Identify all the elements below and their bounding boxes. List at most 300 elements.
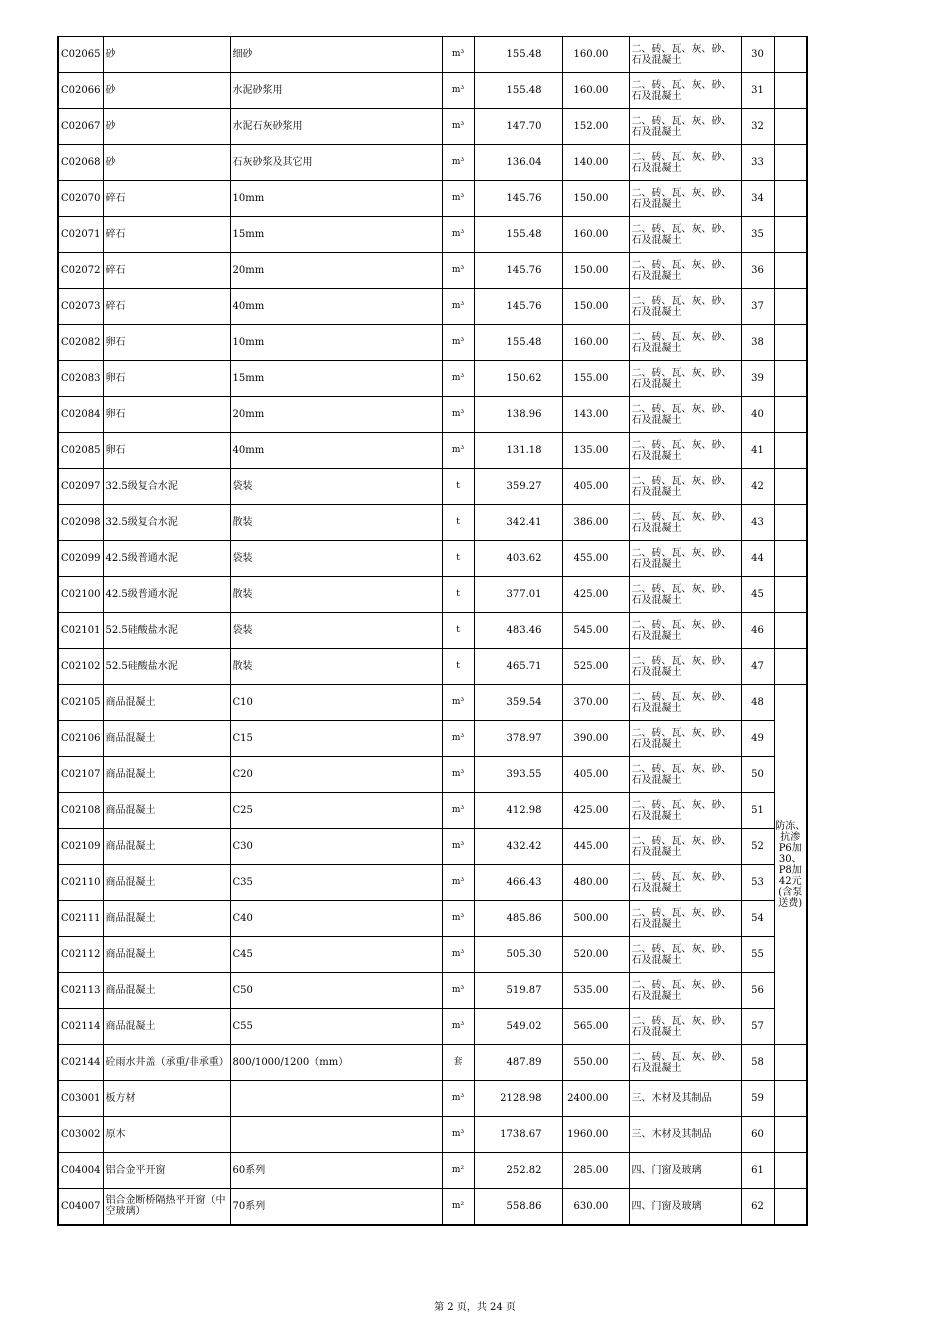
code-cell: C02066 bbox=[58, 73, 103, 109]
table-row bbox=[58, 73, 807, 109]
spec-cell: C20 bbox=[230, 757, 442, 793]
price-excl-tax-cell: 138.96 bbox=[474, 397, 562, 433]
unit-cell: t bbox=[442, 577, 474, 613]
seq-number-cell: 36 bbox=[741, 253, 774, 289]
seq-number-cell: 47 bbox=[741, 649, 774, 685]
material-name-cell: 碎石 bbox=[103, 217, 230, 253]
note-cell bbox=[774, 289, 807, 325]
code-cell: C02071 bbox=[58, 217, 103, 253]
code-cell: C02106 bbox=[58, 721, 103, 757]
table-row bbox=[58, 37, 807, 73]
price-incl-tax-cell: 545.00 bbox=[562, 613, 629, 649]
table-row bbox=[58, 397, 807, 433]
unit-cell: m³ bbox=[442, 829, 474, 865]
category-cell: 二、砖、瓦、灰、砂、石及混凝土 bbox=[629, 469, 741, 505]
spec-cell: C10 bbox=[230, 685, 442, 721]
concrete-note-cell: 防冻、抗渗P6加30、P8加42元(含泵送费) bbox=[774, 685, 807, 1045]
material-name-cell: 砂 bbox=[103, 109, 230, 145]
table-row bbox=[58, 721, 807, 757]
price-excl-tax-cell: 342.41 bbox=[474, 505, 562, 541]
note-cell bbox=[774, 73, 807, 109]
spec-cell bbox=[230, 1117, 442, 1153]
seq-number-cell: 46 bbox=[741, 613, 774, 649]
unit-cell: 套 bbox=[442, 1045, 474, 1081]
seq-number-cell: 42 bbox=[741, 469, 774, 505]
table-row bbox=[58, 181, 807, 217]
material-name-cell: 卵石 bbox=[103, 433, 230, 469]
spec-cell: 15mm bbox=[230, 217, 442, 253]
unit-cell: m³ bbox=[442, 109, 474, 145]
price-incl-tax-cell: 140.00 bbox=[562, 145, 629, 181]
table-row bbox=[58, 361, 807, 397]
seq-number-cell: 39 bbox=[741, 361, 774, 397]
category-cell: 二、砖、瓦、灰、砂、石及混凝土 bbox=[629, 937, 741, 973]
note-cell bbox=[774, 1117, 807, 1153]
unit-cell: m³ bbox=[442, 145, 474, 181]
seq-number-cell: 57 bbox=[741, 1009, 774, 1045]
material-name-cell: 商品混凝土 bbox=[103, 973, 230, 1009]
seq-number-cell: 53 bbox=[741, 865, 774, 901]
spec-cell: C15 bbox=[230, 721, 442, 757]
note-cell bbox=[774, 253, 807, 289]
spec-cell: C35 bbox=[230, 865, 442, 901]
unit-cell: m³ bbox=[442, 757, 474, 793]
price-incl-tax-cell: 2400.00 bbox=[562, 1081, 629, 1117]
price-incl-tax-cell: 565.00 bbox=[562, 1009, 629, 1045]
note-cell bbox=[774, 397, 807, 433]
unit-cell: t bbox=[442, 541, 474, 577]
category-cell: 二、砖、瓦、灰、砂、石及混凝土 bbox=[629, 289, 741, 325]
price-incl-tax-cell: 285.00 bbox=[562, 1153, 629, 1189]
material-name-cell: 商品混凝土 bbox=[103, 757, 230, 793]
note-cell bbox=[774, 109, 807, 145]
price-incl-tax-cell: 630.00 bbox=[562, 1189, 629, 1225]
unit-cell: m³ bbox=[442, 793, 474, 829]
spec-cell bbox=[230, 1081, 442, 1117]
seq-number-cell: 49 bbox=[741, 721, 774, 757]
category-cell: 二、砖、瓦、灰、砂、石及混凝土 bbox=[629, 433, 741, 469]
table-row bbox=[58, 757, 807, 793]
price-excl-tax-cell: 145.76 bbox=[474, 253, 562, 289]
seq-number-cell: 58 bbox=[741, 1045, 774, 1081]
unit-cell: m³ bbox=[442, 289, 474, 325]
price-incl-tax-cell: 160.00 bbox=[562, 37, 629, 73]
unit-cell: m³ bbox=[442, 397, 474, 433]
table-body bbox=[58, 37, 807, 1225]
material-name-cell: 32.5级复合水泥 bbox=[103, 469, 230, 505]
category-cell: 二、砖、瓦、灰、砂、石及混凝土 bbox=[629, 217, 741, 253]
spec-cell: 细砂 bbox=[230, 37, 442, 73]
category-cell: 二、砖、瓦、灰、砂、石及混凝土 bbox=[629, 181, 741, 217]
category-cell: 四、门窗及玻璃 bbox=[629, 1153, 741, 1189]
note-cell bbox=[774, 1081, 807, 1117]
code-cell: C02113 bbox=[58, 973, 103, 1009]
material-name-cell: 铝合金断桥隔热平开窗（中空玻璃） bbox=[103, 1189, 230, 1225]
price-incl-tax-cell: 520.00 bbox=[562, 937, 629, 973]
price-incl-tax-cell: 135.00 bbox=[562, 433, 629, 469]
spec-cell: C30 bbox=[230, 829, 442, 865]
seq-number-cell: 60 bbox=[741, 1117, 774, 1153]
unit-cell: m³ bbox=[442, 217, 474, 253]
table-row bbox=[58, 1045, 807, 1081]
price-incl-tax-cell: 525.00 bbox=[562, 649, 629, 685]
code-cell: C02144 bbox=[58, 1045, 103, 1081]
table-row bbox=[58, 937, 807, 973]
seq-number-cell: 44 bbox=[741, 541, 774, 577]
table-row bbox=[58, 1081, 807, 1117]
code-cell: C02107 bbox=[58, 757, 103, 793]
price-incl-tax-cell: 550.00 bbox=[562, 1045, 629, 1081]
seq-number-cell: 50 bbox=[741, 757, 774, 793]
material-name-cell: 52.5硅酸盐水泥 bbox=[103, 649, 230, 685]
table-row bbox=[58, 865, 807, 901]
note-cell bbox=[774, 325, 807, 361]
price-excl-tax-cell: 487.89 bbox=[474, 1045, 562, 1081]
price-incl-tax-cell: 425.00 bbox=[562, 793, 629, 829]
category-cell: 二、砖、瓦、灰、砂、石及混凝土 bbox=[629, 901, 741, 937]
seq-number-cell: 54 bbox=[741, 901, 774, 937]
material-name-cell: 商品混凝土 bbox=[103, 721, 230, 757]
category-cell: 二、砖、瓦、灰、砂、石及混凝土 bbox=[629, 37, 741, 73]
unit-cell: m³ bbox=[442, 937, 474, 973]
price-incl-tax-cell: 405.00 bbox=[562, 469, 629, 505]
table-row bbox=[58, 469, 807, 505]
unit-cell: m³ bbox=[442, 73, 474, 109]
code-cell: C04004 bbox=[58, 1153, 103, 1189]
material-name-cell: 商品混凝土 bbox=[103, 793, 230, 829]
seq-number-cell: 43 bbox=[741, 505, 774, 541]
category-cell: 二、砖、瓦、灰、砂、石及混凝土 bbox=[629, 865, 741, 901]
code-cell: C02065 bbox=[58, 37, 103, 73]
table-row bbox=[58, 145, 807, 181]
code-cell: C02085 bbox=[58, 433, 103, 469]
price-excl-tax-cell: 483.46 bbox=[474, 613, 562, 649]
code-cell: C02109 bbox=[58, 829, 103, 865]
unit-cell: m³ bbox=[442, 685, 474, 721]
unit-cell: m³ bbox=[442, 1117, 474, 1153]
table-row bbox=[58, 217, 807, 253]
note-cell bbox=[774, 217, 807, 253]
category-cell: 二、砖、瓦、灰、砂、石及混凝土 bbox=[629, 109, 741, 145]
price-excl-tax-cell: 150.62 bbox=[474, 361, 562, 397]
code-cell: C02072 bbox=[58, 253, 103, 289]
code-cell: C02105 bbox=[58, 685, 103, 721]
note-cell bbox=[774, 1153, 807, 1189]
seq-number-cell: 55 bbox=[741, 937, 774, 973]
category-cell: 二、砖、瓦、灰、砂、石及混凝土 bbox=[629, 829, 741, 865]
material-name-cell: 卵石 bbox=[103, 397, 230, 433]
material-name-cell: 原木 bbox=[103, 1117, 230, 1153]
material-name-cell: 砂 bbox=[103, 145, 230, 181]
spec-cell: 20mm bbox=[230, 253, 442, 289]
material-name-cell: 卵石 bbox=[103, 325, 230, 361]
price-incl-tax-cell: 425.00 bbox=[562, 577, 629, 613]
price-excl-tax-cell: 519.87 bbox=[474, 973, 562, 1009]
table-row bbox=[58, 1117, 807, 1153]
price-excl-tax-cell: 466.43 bbox=[474, 865, 562, 901]
unit-cell: m³ bbox=[442, 973, 474, 1009]
material-name-cell: 商品混凝土 bbox=[103, 1009, 230, 1045]
spec-cell: 40mm bbox=[230, 433, 442, 469]
spec-cell: C45 bbox=[230, 937, 442, 973]
price-incl-tax-cell: 150.00 bbox=[562, 253, 629, 289]
price-excl-tax-cell: 558.86 bbox=[474, 1189, 562, 1225]
price-excl-tax-cell: 549.02 bbox=[474, 1009, 562, 1045]
category-cell: 二、砖、瓦、灰、砂、石及混凝土 bbox=[629, 325, 741, 361]
price-excl-tax-cell: 131.18 bbox=[474, 433, 562, 469]
price-excl-tax-cell: 145.76 bbox=[474, 181, 562, 217]
code-cell: C02067 bbox=[58, 109, 103, 145]
spec-cell: 石灰砂浆及其它用 bbox=[230, 145, 442, 181]
price-excl-tax-cell: 147.70 bbox=[474, 109, 562, 145]
price-incl-tax-cell: 370.00 bbox=[562, 685, 629, 721]
price-incl-tax-cell: 150.00 bbox=[562, 181, 629, 217]
spec-cell: 70系列 bbox=[230, 1189, 442, 1225]
spec-cell: 散装 bbox=[230, 577, 442, 613]
spec-cell: 散装 bbox=[230, 649, 442, 685]
price-incl-tax-cell: 160.00 bbox=[562, 73, 629, 109]
category-cell: 二、砖、瓦、灰、砂、石及混凝土 bbox=[629, 1045, 741, 1081]
price-incl-tax-cell: 1960.00 bbox=[562, 1117, 629, 1153]
spec-cell: 袋装 bbox=[230, 469, 442, 505]
seq-number-cell: 35 bbox=[741, 217, 774, 253]
seq-number-cell: 40 bbox=[741, 397, 774, 433]
spec-cell: 10mm bbox=[230, 325, 442, 361]
unit-cell: m³ bbox=[442, 325, 474, 361]
material-name-cell: 42.5级普通水泥 bbox=[103, 541, 230, 577]
price-incl-tax-cell: 445.00 bbox=[562, 829, 629, 865]
material-name-cell: 商品混凝土 bbox=[103, 901, 230, 937]
code-cell: C02101 bbox=[58, 613, 103, 649]
unit-cell: m² bbox=[442, 1153, 474, 1189]
code-cell: C03001 bbox=[58, 1081, 103, 1117]
note-cell bbox=[774, 181, 807, 217]
table-row bbox=[58, 685, 807, 721]
seq-number-cell: 52 bbox=[741, 829, 774, 865]
category-cell: 三、木材及其制品 bbox=[629, 1117, 741, 1153]
page-footer: 第 2 页，共 24 页 bbox=[434, 1302, 516, 1313]
seq-number-cell: 32 bbox=[741, 109, 774, 145]
table-row bbox=[58, 973, 807, 1009]
unit-cell: m³ bbox=[442, 253, 474, 289]
seq-number-cell: 33 bbox=[741, 145, 774, 181]
note-cell bbox=[774, 1045, 807, 1081]
category-cell: 二、砖、瓦、灰、砂、石及混凝土 bbox=[629, 541, 741, 577]
note-cell bbox=[774, 145, 807, 181]
material-name-cell: 碎石 bbox=[103, 289, 230, 325]
price-excl-tax-cell: 155.48 bbox=[474, 217, 562, 253]
seq-number-cell: 31 bbox=[741, 73, 774, 109]
code-cell: C02070 bbox=[58, 181, 103, 217]
price-incl-tax-cell: 386.00 bbox=[562, 505, 629, 541]
spec-cell: 20mm bbox=[230, 397, 442, 433]
code-cell: C02110 bbox=[58, 865, 103, 901]
material-name-cell: 商品混凝土 bbox=[103, 685, 230, 721]
table-row bbox=[58, 541, 807, 577]
seq-number-cell: 38 bbox=[741, 325, 774, 361]
table-row bbox=[58, 613, 807, 649]
unit-cell: t bbox=[442, 649, 474, 685]
unit-cell: t bbox=[442, 613, 474, 649]
price-excl-tax-cell: 377.01 bbox=[474, 577, 562, 613]
category-cell: 二、砖、瓦、灰、砂、石及混凝土 bbox=[629, 685, 741, 721]
spec-cell: 10mm bbox=[230, 181, 442, 217]
note-cell bbox=[774, 577, 807, 613]
material-name-cell: 砂 bbox=[103, 73, 230, 109]
note-cell bbox=[774, 649, 807, 685]
category-cell: 二、砖、瓦、灰、砂、石及混凝土 bbox=[629, 577, 741, 613]
price-incl-tax-cell: 160.00 bbox=[562, 217, 629, 253]
material-name-cell: 卵石 bbox=[103, 361, 230, 397]
category-cell: 二、砖、瓦、灰、砂、石及混凝土 bbox=[629, 613, 741, 649]
table-row bbox=[58, 649, 807, 685]
price-incl-tax-cell: 160.00 bbox=[562, 325, 629, 361]
code-cell: C04007 bbox=[58, 1189, 103, 1225]
unit-cell: m³ bbox=[442, 1009, 474, 1045]
spec-cell: C25 bbox=[230, 793, 442, 829]
spec-cell: 水泥砂浆用 bbox=[230, 73, 442, 109]
code-cell: C02084 bbox=[58, 397, 103, 433]
seq-number-cell: 30 bbox=[741, 37, 774, 73]
price-excl-tax-cell: 412.98 bbox=[474, 793, 562, 829]
price-excl-tax-cell: 505.30 bbox=[474, 937, 562, 973]
category-cell: 二、砖、瓦、灰、砂、石及混凝土 bbox=[629, 73, 741, 109]
spec-cell: 水泥石灰砂浆用 bbox=[230, 109, 442, 145]
category-cell: 三、木材及其制品 bbox=[629, 1081, 741, 1117]
code-cell: C02082 bbox=[58, 325, 103, 361]
seq-number-cell: 37 bbox=[741, 289, 774, 325]
category-cell: 二、砖、瓦、灰、砂、石及混凝土 bbox=[629, 649, 741, 685]
seq-number-cell: 56 bbox=[741, 973, 774, 1009]
spec-cell: 袋装 bbox=[230, 541, 442, 577]
code-cell: C02083 bbox=[58, 361, 103, 397]
material-name-cell: 商品混凝土 bbox=[103, 829, 230, 865]
table-row bbox=[58, 289, 807, 325]
table-row bbox=[58, 505, 807, 541]
price-incl-tax-cell: 152.00 bbox=[562, 109, 629, 145]
note-cell bbox=[774, 505, 807, 541]
price-excl-tax-cell: 155.48 bbox=[474, 73, 562, 109]
price-table bbox=[57, 36, 808, 1226]
table-row bbox=[58, 1009, 807, 1045]
unit-cell: m³ bbox=[442, 361, 474, 397]
price-incl-tax-cell: 455.00 bbox=[562, 541, 629, 577]
spec-cell: 散装 bbox=[230, 505, 442, 541]
category-cell: 二、砖、瓦、灰、砂、石及混凝土 bbox=[629, 973, 741, 1009]
material-name-cell: 铝合金平开窗 bbox=[103, 1153, 230, 1189]
table-row bbox=[58, 829, 807, 865]
table-row bbox=[58, 793, 807, 829]
code-cell: C02111 bbox=[58, 901, 103, 937]
material-name-cell: 砼雨水井盖（承重/非承重） bbox=[103, 1045, 230, 1081]
category-cell: 二、砖、瓦、灰、砂、石及混凝土 bbox=[629, 145, 741, 181]
note-cell bbox=[774, 613, 807, 649]
spec-cell: 800/1000/1200（mm） bbox=[230, 1045, 442, 1081]
table-row bbox=[58, 325, 807, 361]
material-name-cell: 碎石 bbox=[103, 181, 230, 217]
category-cell: 二、砖、瓦、灰、砂、石及混凝土 bbox=[629, 793, 741, 829]
unit-cell: m³ bbox=[442, 721, 474, 757]
price-excl-tax-cell: 378.97 bbox=[474, 721, 562, 757]
note-cell bbox=[774, 469, 807, 505]
material-name-cell: 52.5硅酸盐水泥 bbox=[103, 613, 230, 649]
spec-cell: 60系列 bbox=[230, 1153, 442, 1189]
category-cell: 二、砖、瓦、灰、砂、石及混凝土 bbox=[629, 757, 741, 793]
seq-number-cell: 61 bbox=[741, 1153, 774, 1189]
table-row bbox=[58, 109, 807, 145]
material-name-cell: 商品混凝土 bbox=[103, 865, 230, 901]
category-cell: 二、砖、瓦、灰、砂、石及混凝土 bbox=[629, 505, 741, 541]
code-cell: C02097 bbox=[58, 469, 103, 505]
seq-number-cell: 34 bbox=[741, 181, 774, 217]
price-incl-tax-cell: 143.00 bbox=[562, 397, 629, 433]
code-cell: C02102 bbox=[58, 649, 103, 685]
spec-cell: C55 bbox=[230, 1009, 442, 1045]
note-cell bbox=[774, 1189, 807, 1225]
material-name-cell: 砂 bbox=[103, 37, 230, 73]
note-cell bbox=[774, 433, 807, 469]
category-cell: 四、门窗及玻璃 bbox=[629, 1189, 741, 1225]
price-incl-tax-cell: 155.00 bbox=[562, 361, 629, 397]
table-row bbox=[58, 901, 807, 937]
note-cell bbox=[774, 541, 807, 577]
table-row bbox=[58, 433, 807, 469]
unit-cell: m³ bbox=[442, 901, 474, 937]
material-name-cell: 板方材 bbox=[103, 1081, 230, 1117]
unit-cell: t bbox=[442, 469, 474, 505]
spec-cell: C40 bbox=[230, 901, 442, 937]
price-incl-tax-cell: 480.00 bbox=[562, 865, 629, 901]
code-cell: C02108 bbox=[58, 793, 103, 829]
code-cell: C03002 bbox=[58, 1117, 103, 1153]
unit-cell: m³ bbox=[442, 181, 474, 217]
unit-cell: m² bbox=[442, 1189, 474, 1225]
spec-cell: 袋装 bbox=[230, 613, 442, 649]
price-excl-tax-cell: 136.04 bbox=[474, 145, 562, 181]
price-excl-tax-cell: 359.54 bbox=[474, 685, 562, 721]
price-excl-tax-cell: 155.48 bbox=[474, 325, 562, 361]
material-name-cell: 42.5级普通水泥 bbox=[103, 577, 230, 613]
unit-cell: t bbox=[442, 505, 474, 541]
category-cell: 二、砖、瓦、灰、砂、石及混凝土 bbox=[629, 721, 741, 757]
table-row bbox=[58, 253, 807, 289]
seq-number-cell: 51 bbox=[741, 793, 774, 829]
category-cell: 二、砖、瓦、灰、砂、石及混凝土 bbox=[629, 397, 741, 433]
category-cell: 二、砖、瓦、灰、砂、石及混凝土 bbox=[629, 1009, 741, 1045]
seq-number-cell: 62 bbox=[741, 1189, 774, 1225]
unit-cell: m³ bbox=[442, 433, 474, 469]
seq-number-cell: 41 bbox=[741, 433, 774, 469]
table-row bbox=[58, 577, 807, 613]
price-incl-tax-cell: 405.00 bbox=[562, 757, 629, 793]
price-excl-tax-cell: 485.86 bbox=[474, 901, 562, 937]
code-cell: C02100 bbox=[58, 577, 103, 613]
price-incl-tax-cell: 500.00 bbox=[562, 901, 629, 937]
price-excl-tax-cell: 1738.67 bbox=[474, 1117, 562, 1153]
price-excl-tax-cell: 155.48 bbox=[474, 37, 562, 73]
code-cell: C02099 bbox=[58, 541, 103, 577]
code-cell: C02098 bbox=[58, 505, 103, 541]
material-name-cell: 商品混凝土 bbox=[103, 937, 230, 973]
code-cell: C02112 bbox=[58, 937, 103, 973]
seq-number-cell: 59 bbox=[741, 1081, 774, 1117]
spec-cell: 15mm bbox=[230, 361, 442, 397]
price-excl-tax-cell: 432.42 bbox=[474, 829, 562, 865]
category-cell: 二、砖、瓦、灰、砂、石及混凝土 bbox=[629, 361, 741, 397]
price-excl-tax-cell: 2128.98 bbox=[474, 1081, 562, 1117]
spec-cell: C50 bbox=[230, 973, 442, 1009]
material-name-cell: 碎石 bbox=[103, 253, 230, 289]
